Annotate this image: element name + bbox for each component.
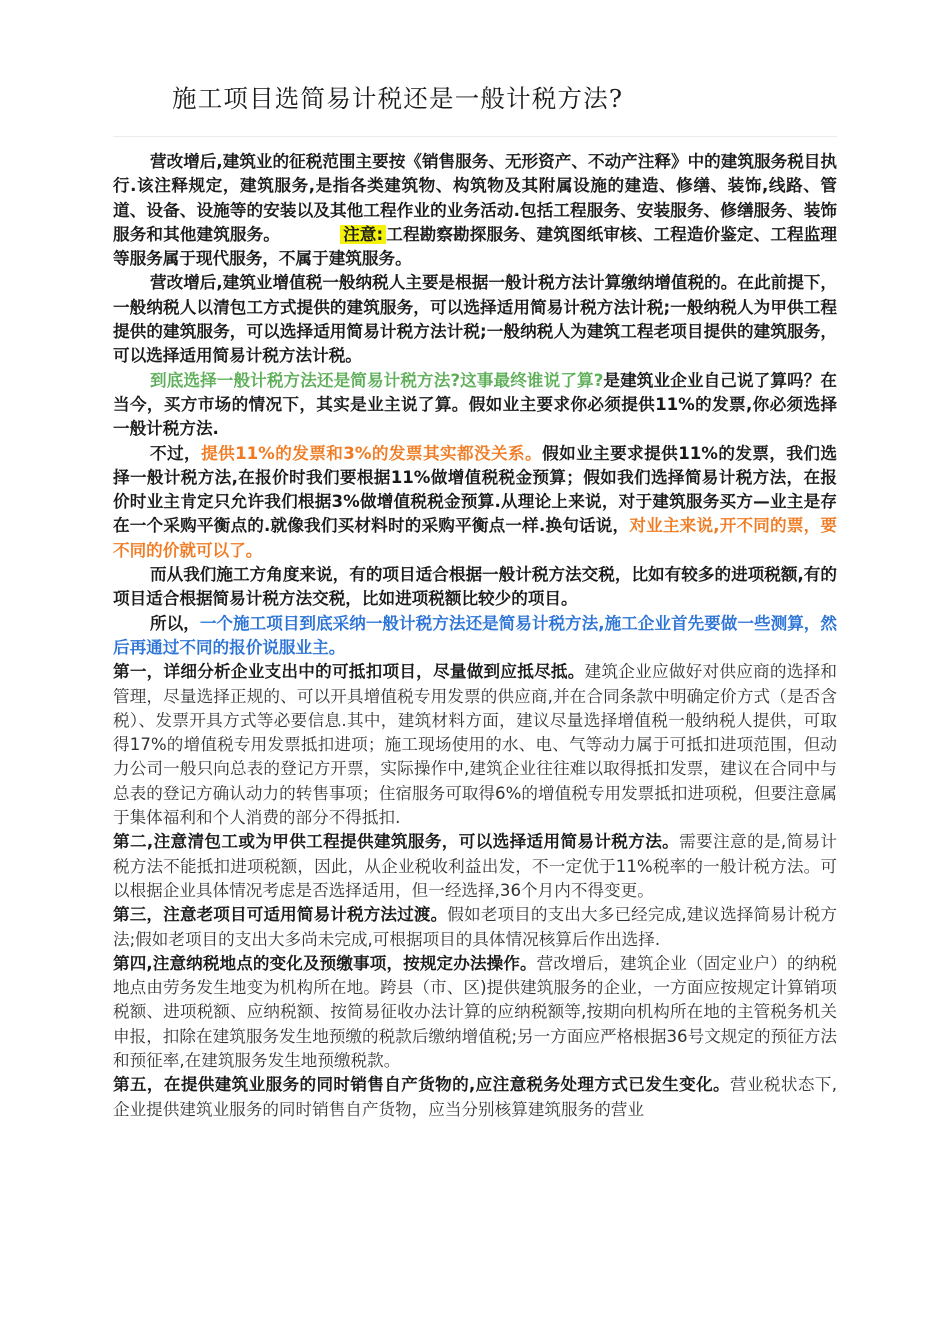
list-item-2 bbox=[113, 830, 837, 903]
paragraph-2: 营改增后,建筑业增值税一般纳税人主要是根据一般计税方法计算缴纳增值税的。在此前提下，一般纳税人以清包工方式提供的建筑服务，可以选择适用简易计税方法计税;一般纳税人为甲供工程提供的建筑服务，可以选择适用简易计税方法计税;一般纳税人为建筑工程老项目提供的建筑服务，可以选择适用简易计税方法计税。 bbox=[113, 273, 837, 366]
paragraph-6-start: 所以， bbox=[150, 613, 200, 633]
question-green-text: 到底选择一般计税方法还是简易计税方法?这事最终谁说了算? bbox=[150, 370, 604, 390]
blue-emphasis: 一个施工项目到底采纳一般计税方法还是简易计税方法,施工企业首先要做一些测算，然后再通过不同的报价说服业主。 bbox=[113, 613, 837, 657]
paragraph-1-after: 工程勘察勘探服务、建筑图纸审核、工程造价鉴定、工程监理等服务属于现代服务，不属于建筑服务。 bbox=[113, 224, 838, 269]
page-title: 施工项目选简易计税还是一般计税方法? bbox=[172, 84, 624, 113]
paragraph-3 bbox=[113, 369, 837, 442]
paragraph-1-text: 营改增后,建筑业的征税范围主要按《销售服务、无形资产、不动产注释》中的建筑服务税目执行.该注释规定，建筑服务,是指各类建筑物、构筑物及其附属设施的建造、修缮、装饰,线路、管道、设备、设施等的安装以及其他工程作业的业务活动.包括工程服务、安装服务、修缮服务、装饰服务和其他建筑服务。 bbox=[113, 152, 837, 244]
paragraph-4-middle: 假如业主要求提供11%的发票，我们选择一般计税方法,在报价时我们要根据11%做增值税税金预算；假如我们选择简易计税方法，在报价时业主肯定只允许我们根据3%做增值税税金预算.从理论上来说，对于建筑服务买方—业主是存在一个采购平衡点的.就像我们买材料时的采购平衡点一样.换句话说， bbox=[113, 443, 838, 536]
list-item-1-body: 建筑企业应做好对供应商的选择和管理，尽量选择正规的、可以开具增值税专用发票的供应商,并在合同条款中明确定价方式（是否含税）、发票开具方式等必要信息.其中，建筑材料方面，建议尽量选择增值税一般纳税人提供，可取得17%的增值税专用发票抵扣进项；施工现场使用的水、电、气等动力属于可抵扣进项范围，但动力公司一般只向总表的登记方开票，实际操作中,建筑企业往往难以取得抵扣发票，建议在合同中与总表的登记方确认动力的转售事项；住宿服务可取得6%的增值税专用发票抵扣进项税，但要注意属于集体福利和个人消费的部分不得抵扣. bbox=[113, 662, 838, 828]
list-item-1-heading: 第一，详细分析企业支出中的可抵扣项目，尽量做到应抵尽抵。 bbox=[113, 662, 585, 682]
note-highlight: 注意: bbox=[340, 225, 386, 244]
paragraph-4 bbox=[113, 442, 837, 563]
list-item-3 bbox=[113, 903, 837, 952]
list-item-4-heading: 第四,注意纳税地点的变化及预缴事项，按规定办法操作。 bbox=[113, 953, 537, 973]
orange-emphasis-2: 对业主来说,开不同的票，要不同的价就可以了。 bbox=[113, 516, 837, 560]
list-item-4-body: 营改增后，建筑企业（固定业户）的纳税地点由劳务发生地变为机构所在地。跨县（市、区)提供建筑服务的企业，一方面应按规定计算销项税额、进项税额、应纳税额、按简易征收办法计算的应纳税额等,按期向机构所在地的主管税务机关申报，扣除在建筑服务发生地预缴的税款后缴纳增值税;另一方面应严格根据36号文规定的预征方法和预征率,在建筑服务发生地预缴税款。 bbox=[113, 953, 838, 1070]
paragraph-1 bbox=[113, 150, 837, 271]
paragraph-5: 而从我们施工方角度来说，有的项目适合根据一般计税方法交税，比如有较多的进项税额,有的项目适合根据简易计税方法交税，比如进项税额比较少的项目。 bbox=[113, 565, 837, 609]
document-body bbox=[113, 150, 837, 1122]
paragraph-4-start: 不过， bbox=[150, 443, 202, 463]
list-item-5 bbox=[113, 1073, 837, 1122]
list-item-2-heading: 第二,注意清包工或为甲供工程提供建筑服务，可以选择适用简易计税方法。 bbox=[113, 832, 680, 852]
list-item-3-body: 假如老项目的支出大多已经完成,建议选择简易计税方法;假如老项目的支出大多尚未完成,可根据项目的具体情况核算后作出选择. bbox=[113, 905, 838, 949]
orange-emphasis-1: 提供11%的发票和3%的发票其实都没关系。 bbox=[201, 443, 543, 463]
list-item-5-body: 营业税状态下,企业提供建筑业服务的同时销售自产货物，应当分别核算建筑服务的营业 bbox=[113, 1075, 837, 1119]
list-item-5-heading: 第五，在提供建筑业服务的同时销售自产货物的,应注意税务处理方式已发生变化。 bbox=[113, 1075, 730, 1095]
paragraph-6 bbox=[113, 612, 837, 661]
list-item-2-body: 需要注意的是,简易计税方法不能抵扣进项税额，因此，从企业税收利益出发，不一定优于11%税率的一般计税方法。可以根据企业具体情况考虑是否选择适用，但一经选择,36个月内不得变更。 bbox=[113, 832, 837, 900]
list-item-1 bbox=[113, 660, 837, 830]
paragraph-3-rest: 是建筑业企业自己说了算吗？在当今，买方市场的情况下，其实是业主说了算。假如业主要求你必须提供11%的发票,你必须选择一般计税方法. bbox=[113, 370, 838, 439]
title-divider bbox=[113, 136, 837, 137]
list-item-4 bbox=[113, 952, 837, 1073]
list-item-3-heading: 第三，注意老项目可适用简易计税方法过渡。 bbox=[113, 905, 448, 925]
